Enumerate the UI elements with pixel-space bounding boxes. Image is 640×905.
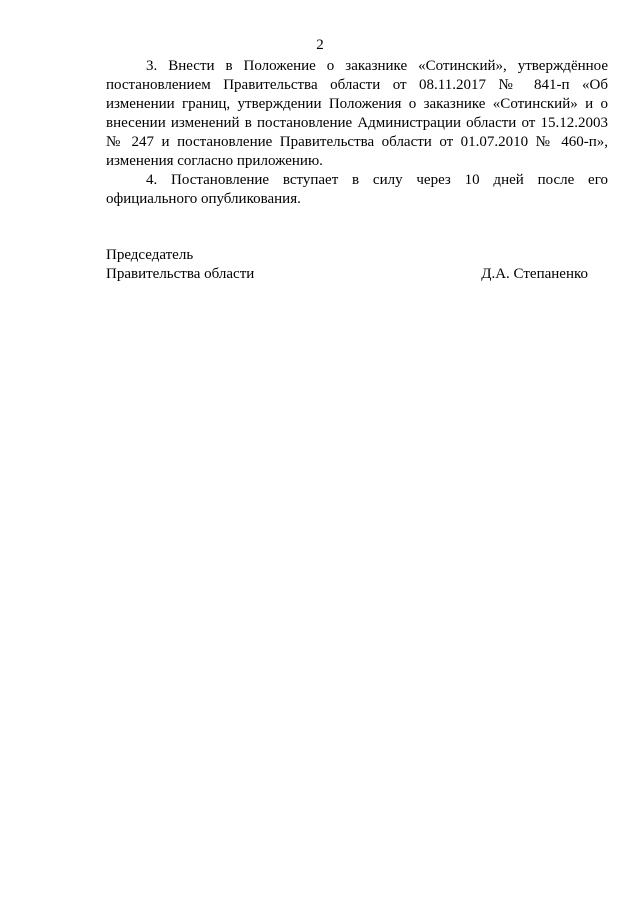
signature-row	[106, 265, 588, 284]
page-number: 2	[316, 37, 324, 53]
paragraph-4: 4. Постановление вступает в силу через 10 дней после его официального опубликования.	[106, 172, 608, 207]
signature-block	[106, 246, 588, 284]
paragraph-3: 3. Внести в Положение о заказнике «Сотинский», утверждённое постановлением Правительства области от 08.11.2017 № 841-п «Об изменении границ, утверждении Положения о заказнике «Сотинский» и о внесении изменений в постановление Администрации области от 15.12.2003 № 247 и постановление Правительства области от 01.07.2010 № 460-п», изменения согласно приложению.	[106, 58, 608, 169]
signer-title-line1: Председатель	[106, 247, 194, 263]
document-body	[106, 57, 608, 209]
signer-name: Д.А. Степаненко	[481, 266, 588, 282]
signer-title-line2: Правительства области	[106, 266, 255, 282]
